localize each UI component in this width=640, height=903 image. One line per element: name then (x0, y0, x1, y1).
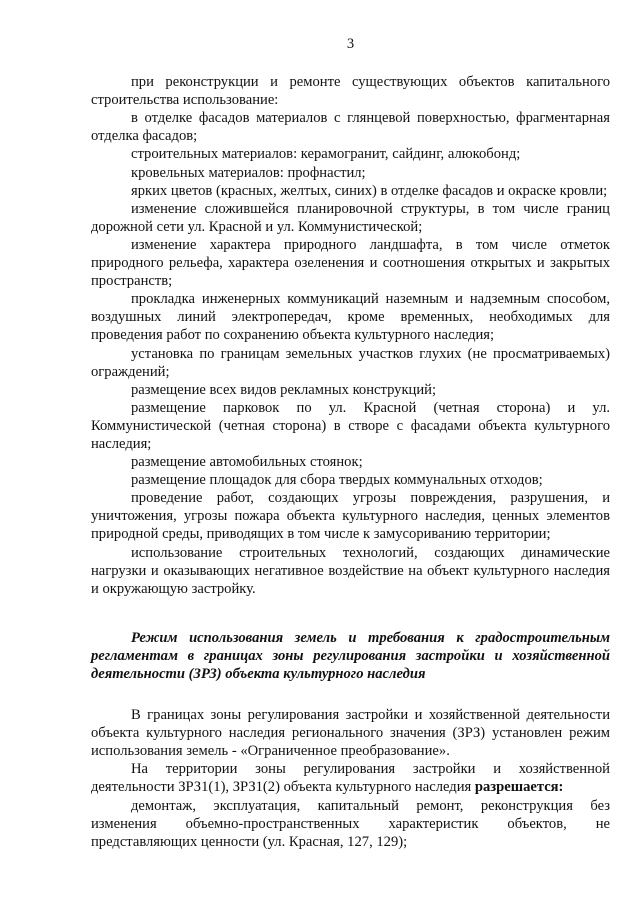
paragraph: проведение работ, создающих угрозы повреждения, разрушения, и уничтожения, угрозы пожара объекта культурного наследия, ценных элементов природной среды, приводящих в том числе к замусориванию территории; (91, 490, 610, 543)
paragraph: размещение площадок для сбора твердых коммунальных отходов; (131, 472, 543, 489)
paragraph: изменение характера природного ландшафта, в том числе отметок природного рельефа, характера озеленения и соотношения открытых и закрытых пространств; (91, 236, 610, 290)
section-heading: Режим использования земель и требования к градостроительным регламентам в границах зоны регулирования застройки и хозяйственной деятельности (ЗРЗ) объекта культурного наследия (91, 629, 610, 682)
page-number: 3 (346, 36, 355, 52)
paragraph: строительных материалов: керамогранит, сайдинг, алюкобонд; (131, 146, 521, 163)
paragraph: размещение парковок по ул. Красной (четная сторона) и ул. Коммунистической (четная сторона) в створе с фасадами объекта культурного наследия; (91, 399, 610, 452)
paragraph: в отделке фасадов материалов с глянцевой поверхностью, фрагментарная отделка фасадов; (91, 110, 610, 145)
paragraph: прокладка инженерных коммуникаций наземным и надземным способом, воздушных линий электропередач, кроме временных, необходимых для проведения работ по сохранению объекта культурного наследия; (91, 291, 610, 344)
paragraph: кровельных материалов: профнастил; (131, 164, 366, 181)
paragraph: изменение сложившейся планировочной структуры, в том числе границ дорожной сети ул. Красной и ул. Коммунистической; (91, 200, 610, 235)
paragraph: при реконструкции и ремонте существующих объектов капитального строительства использование: (91, 74, 610, 109)
paragraph: размещение всех видов рекламных конструкций; (131, 381, 437, 398)
paragraph-zone: В границах зоны регулирования застройки и хозяйственной деятельности объекта культурного наследия регионального значения (ЗРЗ) установлен режим использования земель - «Ограниченное преобразование». (91, 707, 610, 760)
paragraph: использование строительных технологий, создающих динамические нагрузки и оказывающих негативное воздействие на объект культурного наследия и окружающую застройку. (91, 544, 610, 597)
paragraph-allowed (91, 760, 610, 796)
allowed-keyword: разрешается: (474, 779, 564, 796)
paragraph: ярких цветов (красных, желтых, синих) в отделке фасадов и окраске кровли; (131, 182, 608, 199)
paragraph-allowed-text: На территории зоны регулирования застройки и хозяйственной деятельности ЗРЗ1(1), ЗРЗ1(2) объекта культурного наследия (91, 761, 610, 796)
prohibitions-list (91, 73, 610, 598)
paragraph-last: демонтаж, эксплуатация, капитальный ремонт, реконструкция без изменения объемно-пространственных характеристик объектов, не представляющих ценности (ул. Красная, 127, 129); (91, 797, 610, 850)
paragraph: размещение автомобильных стоянок; (131, 454, 363, 471)
paragraph: установка по границам земельных участков глухих (не просматриваемых) ограждений; (91, 345, 610, 380)
